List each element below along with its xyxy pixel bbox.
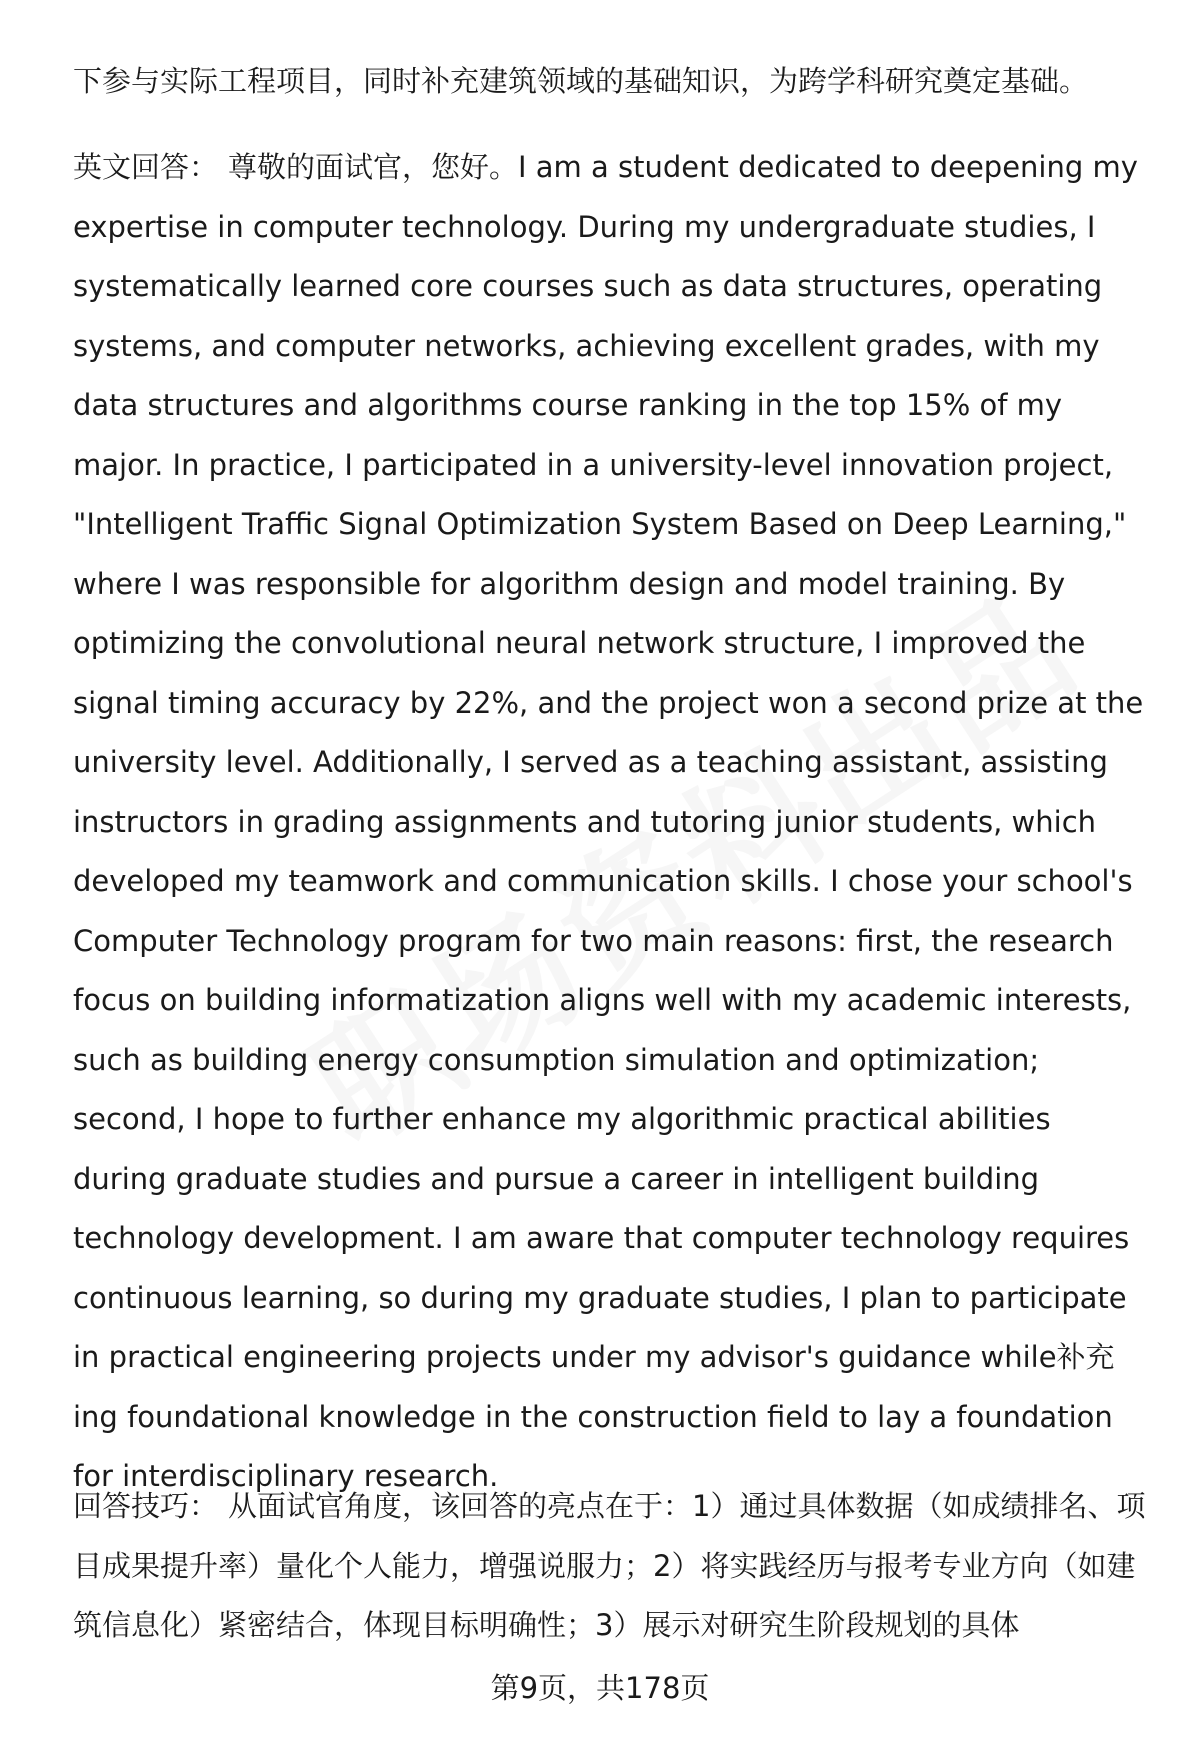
tips-label: 回答技巧： <box>73 1489 219 1523</box>
english-answer-label: 英文回答： <box>73 150 219 184</box>
page-number: 第9页，共178页 <box>490 1671 710 1705</box>
english-answer-text: 尊敬的面试官，您好。I am a student dedicated to deepening my expertise in computer technology. During my undergraduate studies, I systematically learned core courses such as data structures, operating systems, and computer networks, achieving excellent grades, with my data structures and algorithms course ranking in the top 15% of my major. In practice, I participated in a university-level innovation project, "Intelligent Traffic Signal Optimization System Based on Deep Learning," where I was responsible for algorithm design and model training. By optimizing the convolutional neural network structure, I improved the signal timing accuracy by 22%, and the project won a second prize at the university level. Additionally, I served as a teaching assistant, assisting instructors in grading assignments and tutoring junior students, which developed my teamwork and communication skills. I chose your school's Computer Technology program for two main reasons: first, the research focus on building informatization aligns well with my academic interests, such as building energy consumption simulation and optimization; second, I hope to further enhance my algorithmic practical abilities during graduate studies and pursue a career in intelligent building technology development. I am aware that computer technology requires continuous learning, so during my graduate studies, I plan to participate in practical engineering projects under my advisor's guidance while补充ing foundational knowledge in the construction field to lay a foundation for interdisciplinary research. <box>73 150 1144 1493</box>
continuation-paragraph <box>73 52 1153 112</box>
english-answer-paragraph <box>73 138 1153 1507</box>
tips-text: 从面试官角度，该回答的亮点在于：1）通过具体数据（如成绩排名、项目成果提升率）量化个人能力，增强说服力；2）将实践经历与报考专业方向（如建筑信息化）紧密结合，体现目标明确性；3）展示对研究生阶段规划的具体 <box>73 1489 1146 1642</box>
continuation-text: 下参与实际工程项目，同时补充建筑领域的基础知识，为跨学科研究奠定基础。 <box>73 64 1089 98</box>
tips-paragraph <box>73 1477 1153 1656</box>
